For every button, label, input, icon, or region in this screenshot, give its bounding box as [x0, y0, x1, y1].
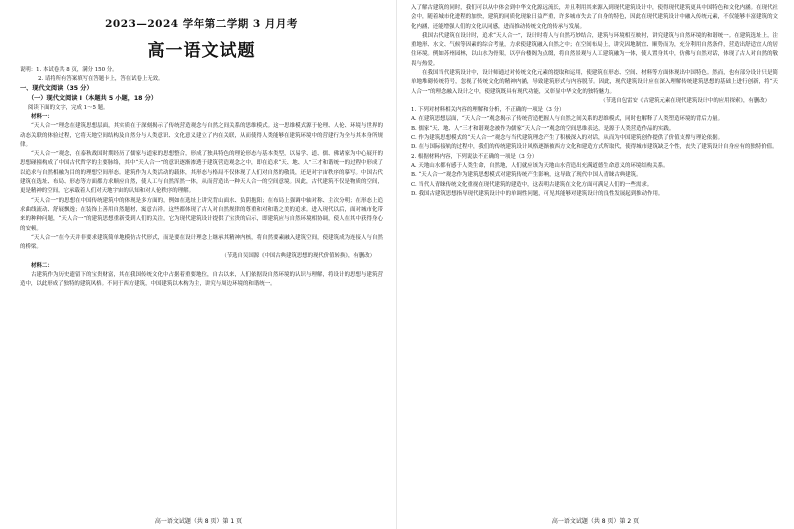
source-citation: （节选自包雷安《古建筑元素在现代建筑设计中的应用探索》，有删改）: [600, 97, 770, 104]
exam-title: 2023—2024 学年第二学期 3 月月考: [105, 18, 298, 30]
note-2: 2. 请将所有答案填写在答题卡上，答在试卷上无效。: [38, 76, 164, 82]
page-footer: 高一语文试题（共 8 页）第 1 页: [154, 518, 243, 525]
material-1-paragraph: “天人合一”理念在建筑思想层面，其实质在于深刻揭示了传统营造观念与自然之间关系的思维模式。这一思维模式源于伦理、人伦、环境与世界的动态关联的体验过程，它将天地空间结构及自然分与人类意识、文化意义建立了内在关联，从而使得人类能够在建筑环境中的营建行为全与其本身所规律。: [20, 123, 383, 148]
question-2-option-c: C. 当代人青睐传统文化重视在现代建筑的建造中，这表明古建筑在文化方面可满足人们的一些需求。: [411, 181, 653, 188]
material-2-paragraph: 我国古代建筑在设计时，追求“天人合一”，设计时将人与自然巧妙结合，建筑与环境相互映衬，讲究建筑与自然环境的和谐统一。在建筑选址上，注重地形、水文、气候等因素的综合考量，力求使建筑融入自然之中；在空间布局上，讲究因地制宜、顺势而为，充分利用自然条件，营造出舒适宜人的居住环境。例如苏州园林，以山水为骨架，以亭台楼阁为点缀，将自然景观与人工建筑融为一体，使人置身其中，仿佛与自然对话，体现了古人对自然的敬畏与热爱。: [411, 32, 778, 67]
material-1-label: 材料一：: [31, 114, 53, 120]
material-1-paragraph: “天人合一”的思想在中国传统建筑中的体现是多方面的，例如在选址上讲究背山面水、负阴抱阳；在布局上强调中轴对称、主次分明；在形态上追求曲线流动、舒展飘逸；在装饰上善用自然题材，寓意吉祥。这些都体现了古人对自然规律的尊重和对和谐之美的追求。进入现代以后，面对城市化带来的种种问题，“天人合一”的建筑思想重新受到人们的关注，它为现代建筑设计提供了宝贵的启示，即建筑应与自然环境相协调，使人在其中获得身心的安顿。: [20, 197, 383, 232]
main-title: 高一语文试题: [147, 41, 256, 61]
material-2-paragraph: 古建筑作为历史遗留下的宝贵财富，其在我国传统文化中占据着重要地位，自古以来，人们依据设自然环境的认识与理解，将设计的思想与建筑营造中，以此形成了独特的建筑风格。不同于西方建筑，中国建筑以木构为主，讲究与周边环境的和谐统一。: [20, 271, 383, 288]
question-1-option-c: C. 作为建筑思想模式的“天人合一”观念与当代建筑理念产生了积极深入的对话，从而为中国建筑创作提供了价值支撑与理论依据。: [411, 135, 724, 142]
source-citation: （节选自吴国源《中国古典建筑思想的现代价值转换》，有删改）: [221, 253, 375, 260]
subsection-heading: （一）现代文阅读 I（本题共 5 小题，18 分）: [28, 95, 158, 102]
reading-instruction: 阅读下面的文字，完成 1～5 题。: [28, 105, 109, 111]
section-heading: 一、现代文阅读（35 分）: [20, 85, 93, 92]
question-1-option-b: B. 儒家“天、地、人”三才和谐观念被作为儒家“天人合一”观念的空间思维表达，是源于人类营造作品的实践。: [411, 125, 675, 132]
material-2-paragraph: 在我国当代建筑设计中，设计师通过对传统文化元素的提取和运用，使建筑在形态、空间、材料等方面体现出中国特色。然而，也有部分设计只是简单地堆砌传统符号，忽视了传统文化的精神内涵，导致建筑形式与内容脱节。因此，现代建筑设计应在深入理解传统建筑思想的基础上进行创新，将“天人合一”的理念融入设计之中，使建筑既具有现代功能，又彰显中华文化的独特魅力。: [411, 70, 778, 95]
material-1-paragraph: “天人合一”观念，在泰秋战国时期经历了儒家与道家的思想整合，形成了独具特色的理论形态与基本类型，以易学、道、儒、佛诸家为中心展开的思想碰撞构成了中国古代哲学的主要脉络，其中“天人合一”的意识逐渐渗透于建筑营造观念之中，即在追求“天、地、人”三才和谐统一的过程中形成了以追求与自然相融为目的的理想空间形态。建筑作为人类活动的载体，其形态与格局不仅体现了人们对自然的敬畏，还是对宇宙秩序的摹写。中国古代建筑在选址、布局、形态等方面都力求顺应自然，使人工与自然浑然一体，从而营造出一种天人合一的空间意境。因此，古代建筑不仅是物质的空间，更是精神的空间，它承载着人们对天地宇宙的认知和对人伦秩序的理解。: [20, 151, 383, 195]
question-1-option-d: D. 在与国际接轨的过程中，我们的传统建筑设计风格逐渐被西方文化和建造方式所取代，使得城市建筑缺乏个性，丧失了建筑设计自身应有的独特价值。: [411, 144, 778, 151]
question-2-option-a: A. 天地山水都有感于人类生命，自然地，人们就应该为天地山水营造出充满道德生命意义的环境结构关系。: [411, 162, 669, 169]
question-1: 1. 下列对材料相关内容的理解和分析，不正确的一项是（3 分）: [411, 107, 565, 114]
material-2-label: 材料二：: [31, 262, 53, 269]
page-2: [397, 0, 794, 529]
note-1: 说明：1. 本试卷共 8 页，满分 150 分。: [20, 67, 118, 73]
question-2-option-b: B. “天人合一”观念作为建筑思想模式对建筑传统产生影响，这导致了现代中国人青睐古典建筑。: [411, 172, 642, 179]
material-2-paragraph: 入了解古建筑的同时，我们可以从中体会到中华文化源远流长，并且利用其来源入到现代建筑设计中，使得现代建筑更具中国特色和文化内涵。在现代社会中，随着城市化进程的加快，建筑的同质化现象日益严重，许多城市失去了自身的特色，因此在现代建筑设计中融入传统元素，不仅能够丰富建筑的文化内涵，还能增强人们的文化认同感，进而推动传统文化的传承与发展。: [411, 5, 778, 30]
question-2-option-d: D. 我国古建筑思想指导现代建筑设计中的单调性问题，可见其能够对建筑设计的良性发展起到推动作用。: [411, 190, 664, 197]
question-2: 2. 根据材料内容，下列说法不正确的一项是（3 分）: [411, 153, 538, 160]
page-footer: 高一语文试题（共 8 页）第 2 页: [551, 518, 640, 525]
question-1-option-a: A. 在建筑思想层面，“天人合一”观念揭示了传统营造把握人与自然之间关系的思维模式，同时也解释了人类塑造环境的背后力量。: [411, 116, 724, 123]
material-1-paragraph: “天人合一”在今天并非要求建筑简单地模仿古代形式，而是要在设计理念上继承其精神内核，将自然要素融入建筑空间，使建筑成为连接人与自然的桥梁。: [20, 234, 383, 251]
